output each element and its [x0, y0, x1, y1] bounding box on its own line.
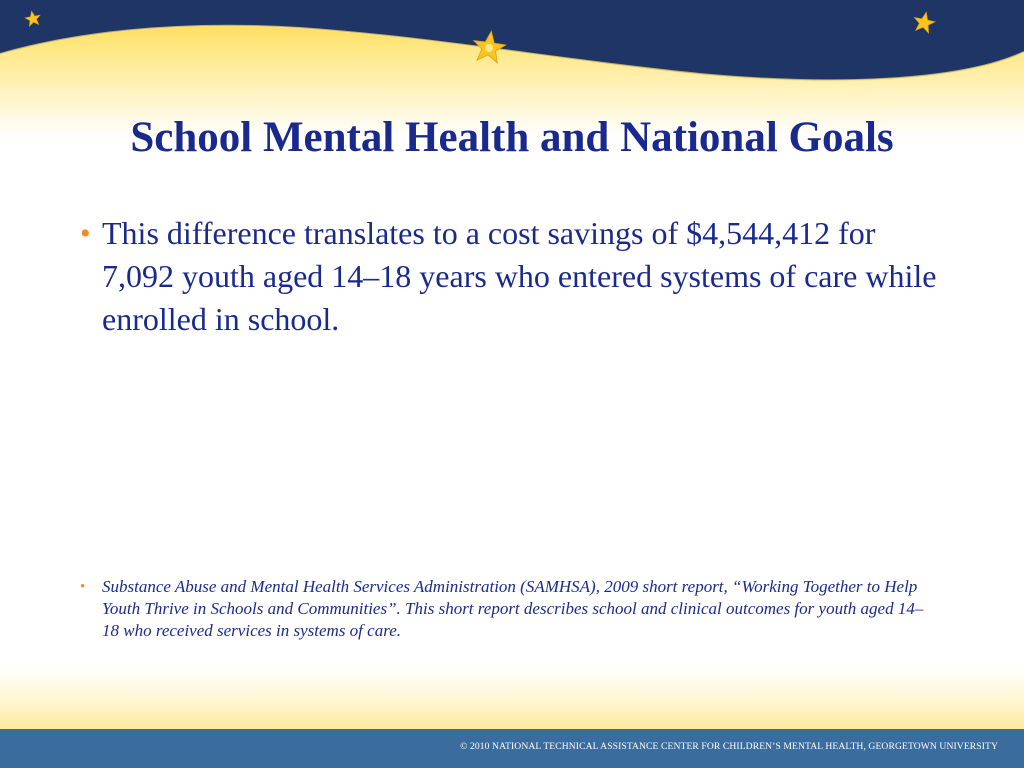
footer-bar	[0, 729, 1024, 768]
bullet-marker: •	[80, 579, 86, 595]
bullet-marker: •	[80, 217, 91, 250]
footer-copyright: © 2010 NATIONAL TECHNICAL ASSISTANCE CENTER FOR CHILDREN’S MENTAL HEALTH, GEORGETOWN UNIVERSITY	[460, 741, 998, 752]
bullet-text: This difference translates to a cost savings of $4,544,412 for 7,092 youth aged 14–18 years who entered systems of care while enrolled in school.	[102, 215, 937, 337]
footer-glow	[0, 668, 1024, 730]
citation-text: Substance Abuse and Mental Health Services Administration (SAMHSA), 2009 short report, “Working Together to Help Youth Thrive in Schools and Communities”. This short report describes school and clinical outcomes for youth aged 14–18 who received services in systems of care.	[102, 577, 924, 640]
slide-title: School Mental Health and National Goals	[130, 114, 894, 161]
